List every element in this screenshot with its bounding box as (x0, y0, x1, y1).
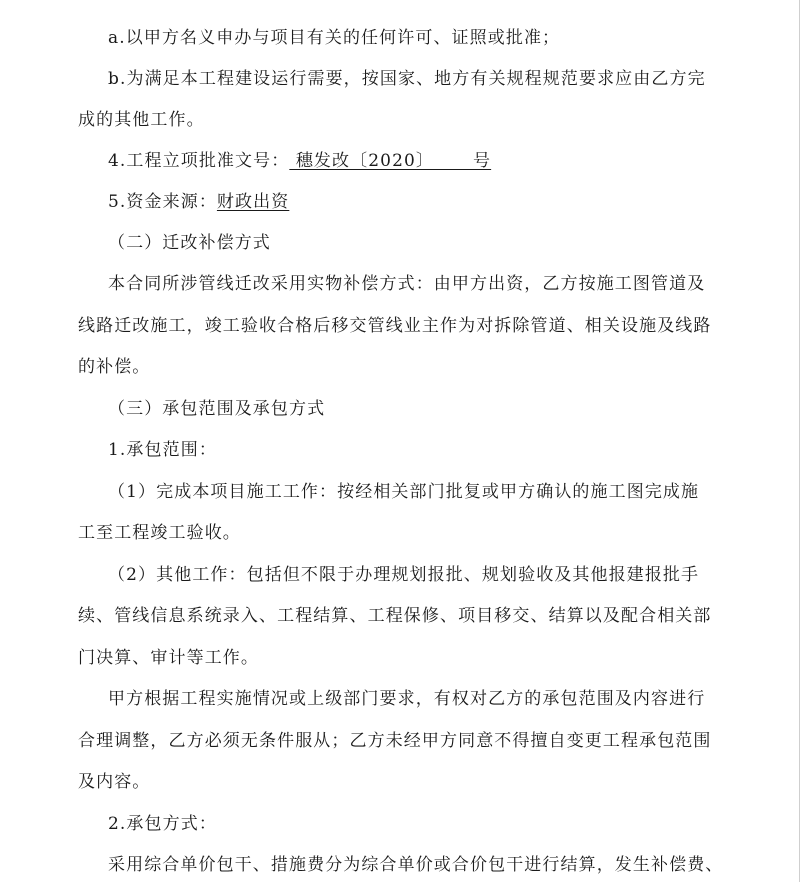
scope-item2-line3: 门决算、审计等工作。 (78, 648, 259, 668)
contract-method-heading: 2.承包方式： (108, 814, 217, 834)
adjustment-para-line3: 及内容。 (78, 772, 151, 792)
clause-b-line1: b.为满足本工程建设运行需要，按国家、地方有关规程规范要求应由乙方完 (108, 69, 706, 89)
funding-source-label: 5.资金来源： (108, 192, 217, 212)
scope-item2-line1: （2）其他工作：包括但不限于办理规划报批、规划验收及其他报建报批手 (108, 565, 700, 585)
approval-number (108, 149, 491, 173)
scope-heading: 1.承包范围： (108, 440, 217, 460)
approval-number-label: 4.工程立项批准文号： (108, 151, 290, 171)
clause-b-line2: 成的其他工作。 (78, 110, 205, 130)
adjustment-para-line1: 甲方根据工程实施情况或上级部门要求，有权对乙方的承包范围及内容进行 (108, 689, 706, 709)
funding-source-value: 财政出资 (216, 192, 290, 212)
compensation-para-line1: 本合同所涉管线迁改采用实物补偿方式：由甲方出资，乙方按施工图管道及 (108, 274, 706, 294)
funding-source (108, 190, 289, 214)
section-2-heading: （二）迁改补偿方式 (108, 233, 271, 253)
compensation-para-line3: 的补偿。 (78, 357, 151, 377)
section-3-heading: （三）承包范围及承包方式 (108, 399, 326, 419)
compensation-para-line2: 线路迁改施工，竣工验收合格后移交管线业主作为对拆除管道、相关设施及线路 (78, 316, 712, 336)
adjustment-para-line2: 合理调整，乙方必须无条件服从；乙方未经甲方同意不得擅自变更工程承包范围 (78, 731, 712, 751)
clause-a: a.以甲方名义申办与项目有关的任何许可、证照或批准； (108, 28, 561, 48)
approval-number-value: 穗发改〔2020〕 号 (289, 151, 492, 171)
scope-item2-line2: 续、管线信息系统录入、工程结算、工程保修、项目移交、结算以及配合相关部 (78, 606, 712, 626)
scope-item1-line1: （1）完成本项目施工工作：按经相关部门批复或甲方确认的施工图完成施 (108, 482, 700, 502)
contract-method-para-line1: 采用综合单价包干、措施费分为综合单价或合价包干进行结算，发生补偿费、 (108, 855, 724, 875)
scope-item1-line2: 工至工程竣工验收。 (78, 523, 241, 543)
